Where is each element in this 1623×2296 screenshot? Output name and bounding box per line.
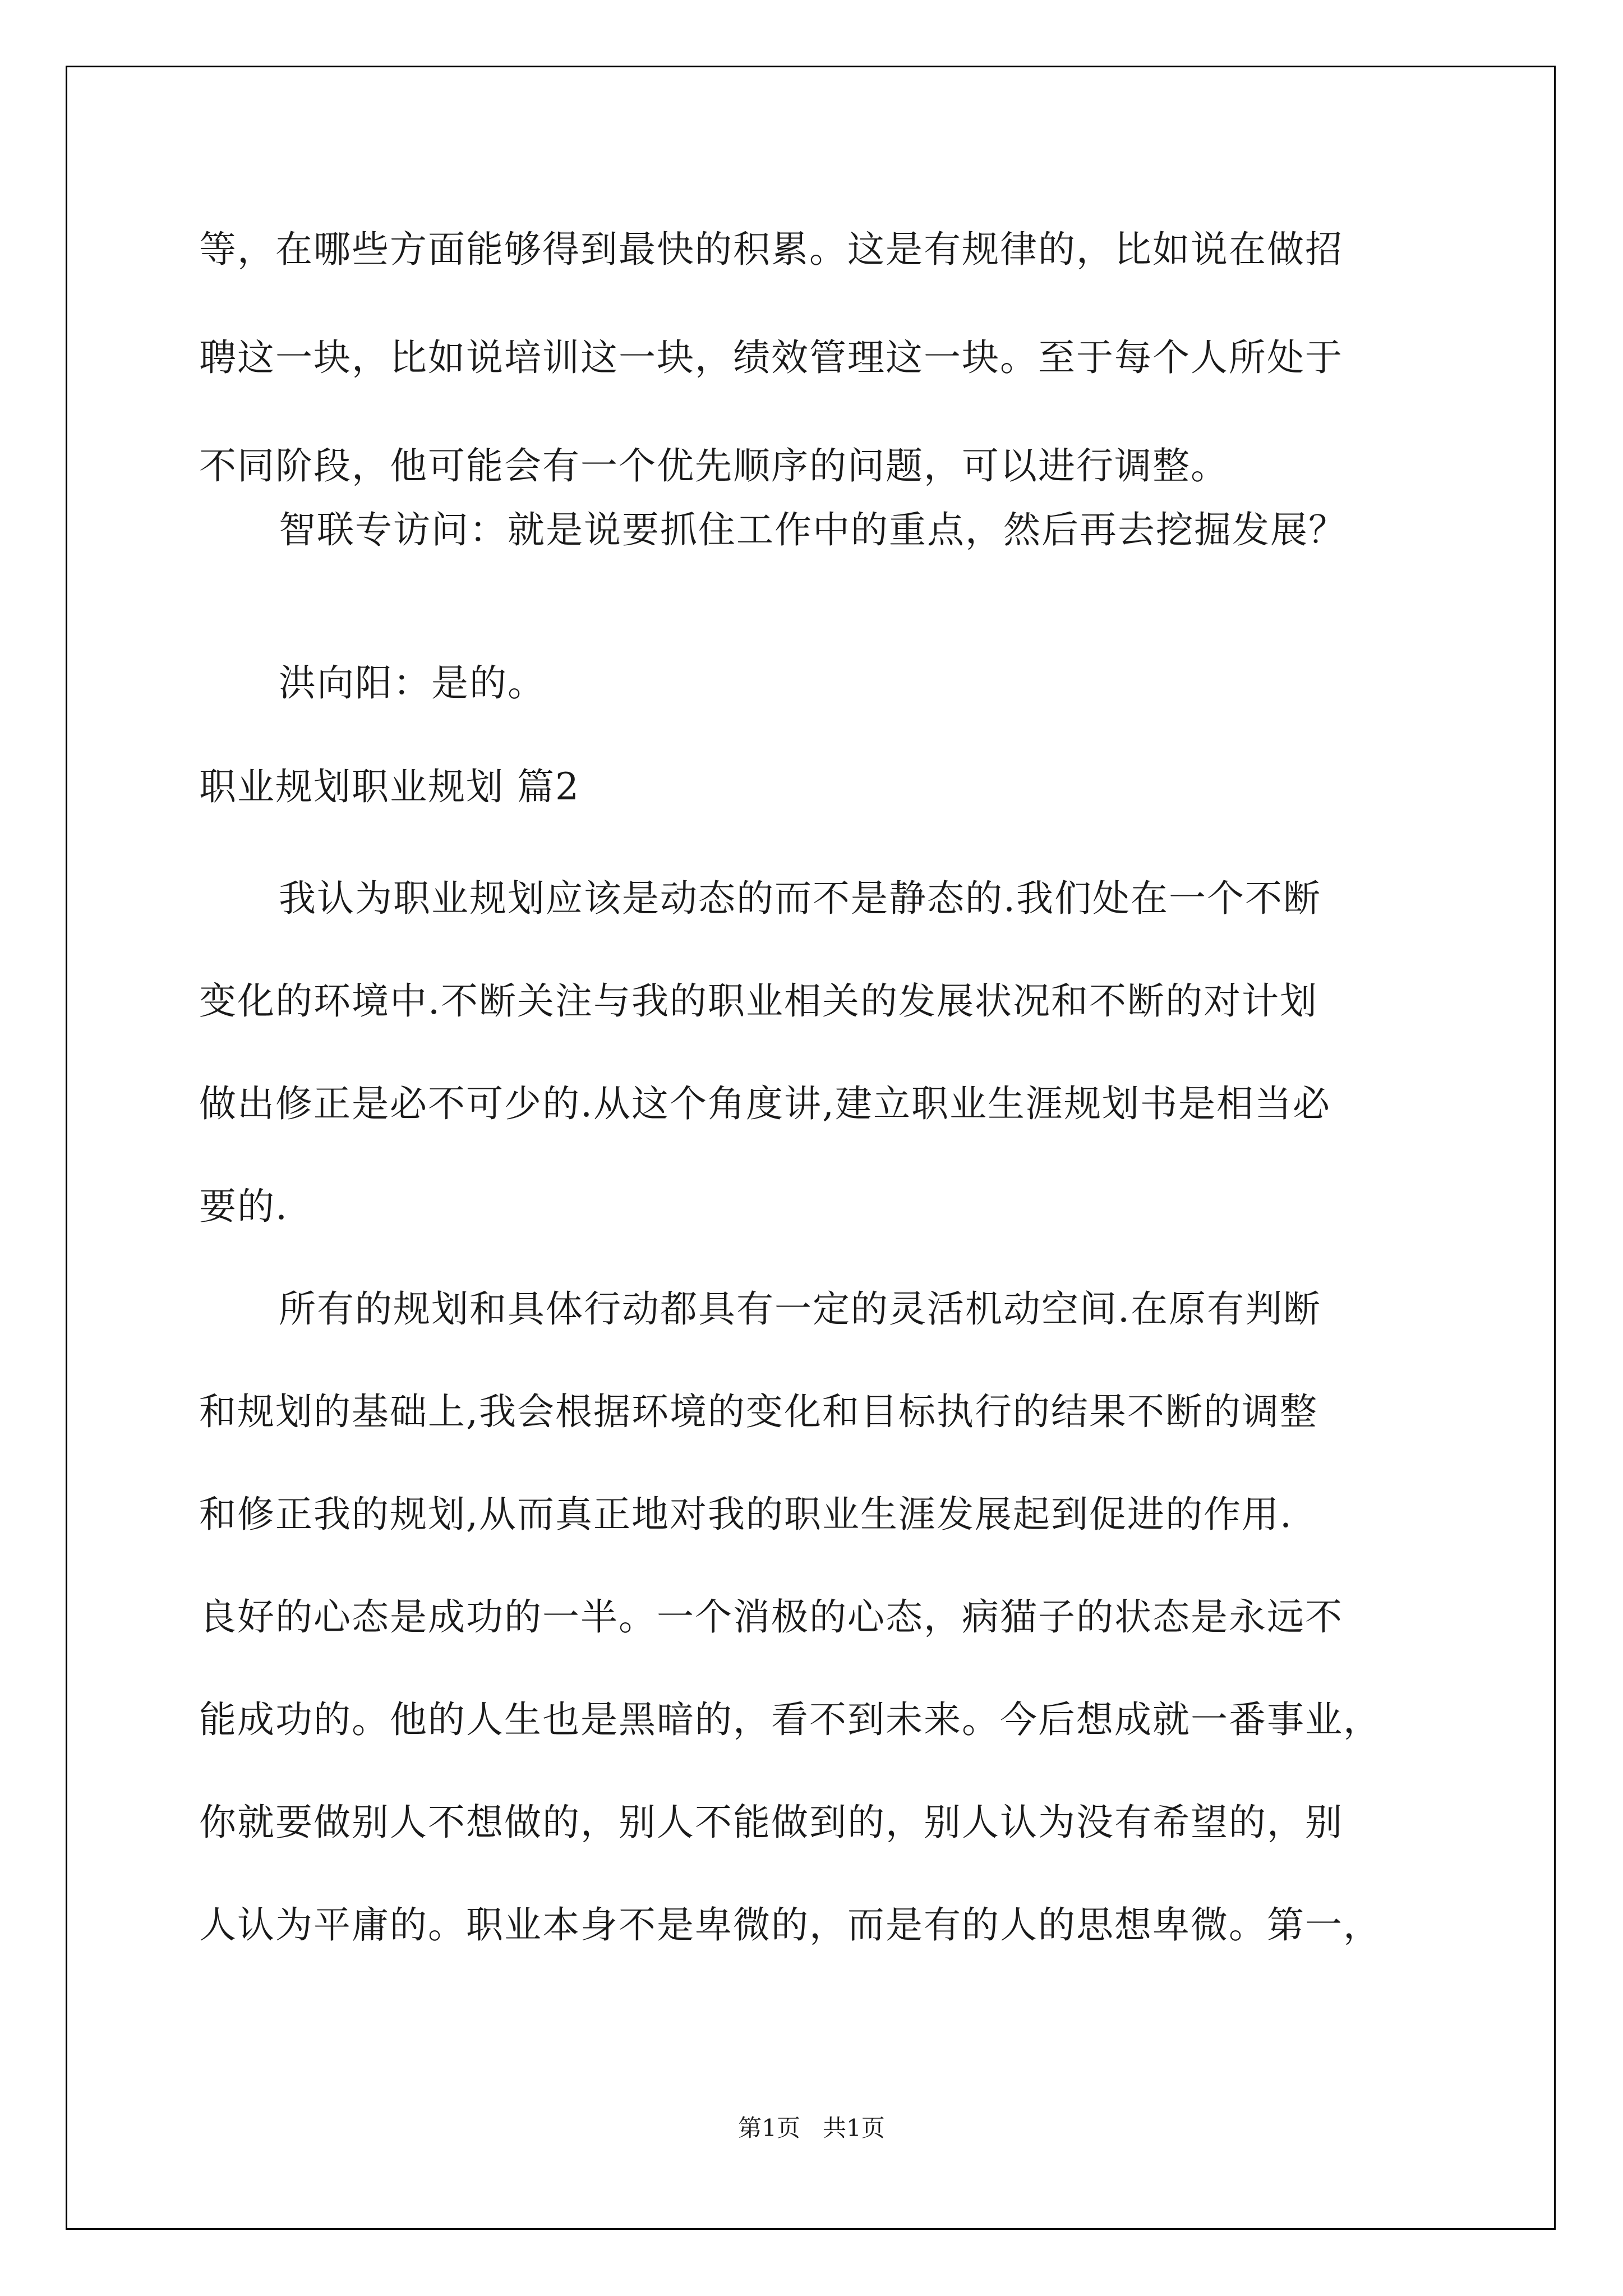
- body-text-line: 能成功的。他的人生也是黑暗的，看不到未来。今后想成就一番事业，: [199, 1698, 1381, 1741]
- page-number-footer: 第1页 共1页: [738, 2114, 885, 2142]
- body-text-line: 等，在哪些方面能够得到最快的积累。这是有规律的，比如说在做招: [199, 228, 1343, 271]
- body-text-line: 聘这一块，比如说培训这一块，绩效管理这一块。至于每个人所处于: [199, 336, 1343, 379]
- body-text-line: 你就要做别人不想做的，别人不能做到的，别人认为没有希望的，别: [199, 1801, 1343, 1844]
- body-text-line: 所有的规划和具体行动都具有一定的灵活机动空间.在原有判断: [279, 1287, 1321, 1331]
- body-text-line: 变化的环境中.不断关注与我的职业相关的发展状况和不断的对计划: [199, 979, 1318, 1023]
- body-text-line: 我认为职业规划应该是动态的而不是静态的.我们处在一个不断: [279, 877, 1321, 920]
- body-text-line: 良好的心态是成功的一半。一个消极的心态，病猫子的状态是永远不: [199, 1595, 1343, 1639]
- body-text-line: 智联专访问：就是说要抓住工作中的重点，然后再去挖掘发展？: [279, 508, 1347, 551]
- body-text-line: 洪向阳：是的。: [279, 661, 546, 705]
- body-text-line: 和修正我的规划,从而真正地对我的职业生涯发展起到促进的作用.: [199, 1493, 1293, 1536]
- body-text-line: 不同阶段，他可能会有一个优先顺序的问题，可以进行调整。: [199, 444, 1229, 487]
- body-text-line: 做出修正是必不可少的.从这个角度讲,建立职业生涯规划书是相当必: [199, 1082, 1331, 1125]
- section-heading: 职业规划职业规划 篇2: [199, 765, 580, 808]
- body-text-line: 人认为平庸的。职业本身不是卑微的，而是有的人的思想卑微。第一，: [199, 1903, 1381, 1947]
- body-text-line: 和规划的基础上,我会根据环境的变化和目标执行的结果不断的调整: [199, 1390, 1318, 1433]
- body-text-line: 要的.: [199, 1185, 288, 1228]
